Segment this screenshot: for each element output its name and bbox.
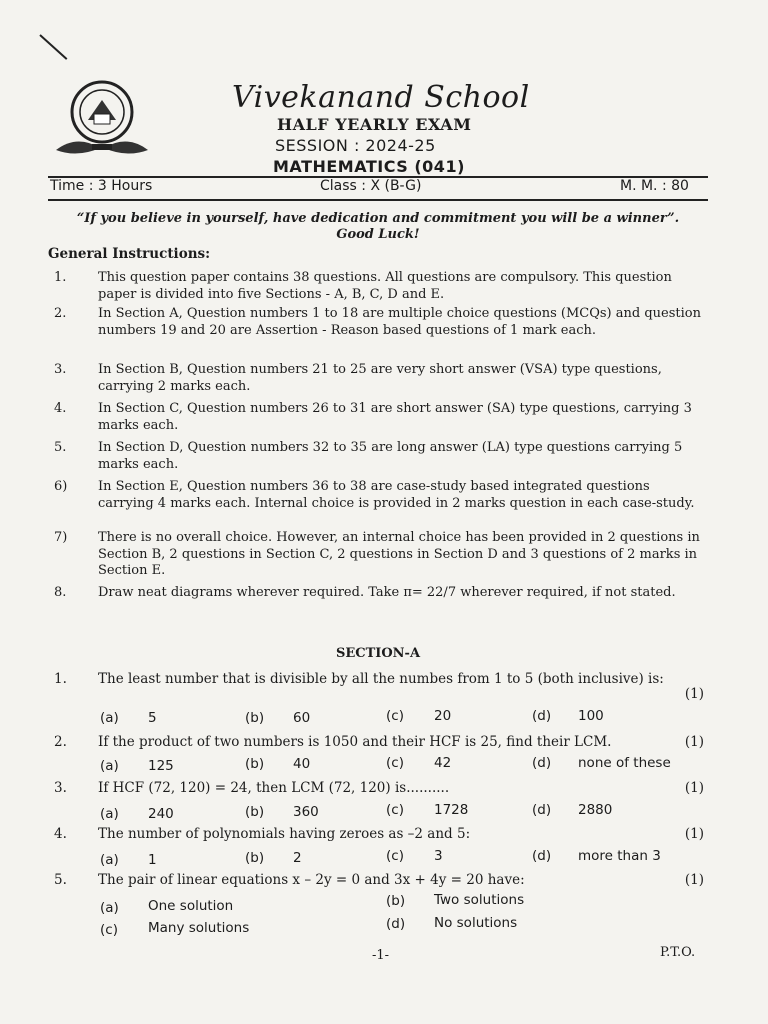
option-label: (b) [245, 804, 265, 820]
question-marks: (1) [684, 872, 704, 888]
option-label: (c) [386, 708, 404, 724]
question-2 [48, 734, 708, 750]
option-value: Two solutions [434, 892, 525, 908]
option-value: 2 [293, 850, 302, 866]
question-marks: (1) [684, 780, 704, 796]
option-label: (b) [245, 850, 265, 866]
option-label: (c) [386, 848, 404, 864]
question-4 [48, 826, 708, 842]
motto-line: “If you believe in yourself, have dedication and commitment you will be a winner”. [76, 211, 680, 226]
instruction-number: 4. [54, 401, 67, 416]
header-bottom-rule [48, 199, 708, 201]
option-label: (d) [532, 708, 552, 724]
question-number: 4. [54, 826, 67, 842]
option-label: (c) [100, 922, 118, 938]
option-value: 1 [148, 852, 157, 868]
instruction-text: In Section C, Question numbers 26 to 31 are short answer (SA) type questions, carrying 3 marks each. [98, 401, 692, 433]
question-text: The least number that is divisible by all the numbes from 1 to 5 (both inclusive) is: [98, 671, 664, 687]
option-value: 40 [293, 756, 311, 772]
pen-mark [39, 34, 67, 60]
option-value: Many solutions [148, 920, 250, 936]
instruction-item [48, 362, 708, 395]
instruction-item [48, 270, 708, 303]
question-number: 2. [54, 734, 67, 750]
option-value: 100 [578, 708, 604, 724]
question-number: 3. [54, 780, 67, 796]
instruction-text: In Section A, Question numbers 1 to 18 are multiple choice questions (MCQs) and question numbers 19 and 20 are Assertion - Reason based questions of 1 mark each. [98, 306, 701, 338]
instruction-number: 2. [54, 306, 67, 321]
school-logo-icon [52, 72, 152, 164]
question-marks: (1) [684, 686, 704, 702]
question-text: The pair of linear equations x – 2y = 0 and 3x + 4y = 20 have: [98, 872, 525, 888]
option-label: (a) [100, 710, 119, 726]
instruction-text: In Section E, Question numbers 36 to 38 are case-study based integrated questions carrying 4 marks each. Internal choice is provided in 2 marks question in each case-study. [98, 479, 695, 511]
option-label: (a) [100, 806, 119, 822]
instruction-item [48, 306, 708, 339]
option-value: more than 3 [578, 848, 661, 864]
page-number: -1- [372, 948, 390, 963]
option-label: (d) [532, 848, 552, 864]
class-label: Class : X (B-G) [320, 178, 422, 194]
question-text: The number of polynomials having zeroes as –2 and 5: [98, 826, 471, 842]
option-value: 2880 [578, 802, 613, 818]
option-value: 5 [148, 710, 157, 726]
max-marks-label: M. M. : 80 [620, 178, 689, 194]
instruction-item [48, 530, 708, 580]
instruction-item [48, 401, 708, 434]
instruction-text: There is no overall choice. However, an internal choice has been provided in 2 questions in Section B, 2 questions in Section C, 2 questions in Section D and 3 questions of 2 marks in Section E. [98, 530, 700, 578]
option-label: (b) [245, 756, 265, 772]
option-value: One solution [148, 898, 234, 914]
option-label: (b) [245, 710, 265, 726]
option-value: 60 [293, 710, 311, 726]
question-marks: (1) [684, 734, 704, 750]
instruction-number: 6) [54, 479, 68, 494]
time-label: Time : 3 Hours [50, 178, 153, 194]
option-label: (c) [386, 755, 404, 771]
option-label: (a) [100, 852, 119, 868]
option-label: (c) [386, 802, 404, 818]
question-text: If the product of two numbers is 1050 and their HCF is 25, find their LCM. [98, 734, 612, 750]
instruction-number: 5. [54, 440, 67, 455]
instruction-item [48, 479, 708, 512]
option-value: 360 [293, 804, 319, 820]
instruction-item [48, 585, 708, 602]
instruction-text: This question paper contains 38 questions. All questions are compulsory. This question paper is divided into five Sections - A, B, C, D and E. [98, 270, 672, 302]
instruction-text: In Section D, Question numbers 32 to 35 are long answer (LA) type questions carrying 5 marks each. [98, 440, 683, 472]
option-label: (d) [532, 802, 552, 818]
option-label: (a) [100, 900, 119, 916]
question-3 [48, 780, 708, 796]
instruction-text: Draw neat diagrams wherever required. Take π= 22/7 wherever required, if not stated. [98, 585, 676, 600]
option-value: No solutions [434, 915, 518, 931]
school-name: Vivekanand School [232, 80, 530, 115]
instruction-number: 7) [54, 530, 68, 545]
motto-good-luck: Good Luck! [336, 227, 420, 242]
option-value: 42 [434, 755, 452, 771]
option-value: 1728 [434, 802, 469, 818]
option-value: 20 [434, 708, 452, 724]
question-marks: (1) [684, 826, 704, 842]
option-label: (b) [386, 893, 406, 909]
instruction-number: 8. [54, 585, 67, 600]
question-text: If HCF (72, 120) = 24, then LCM (72, 120) is.......... [98, 780, 450, 796]
session: SESSION : 2024-25 [275, 136, 436, 155]
instruction-number: 1. [54, 270, 67, 285]
exam-title: HALF YEARLY EXAM [277, 115, 472, 134]
question-5 [48, 872, 708, 888]
pto-label: P.T.O. [660, 945, 696, 960]
option-label: (d) [386, 916, 406, 932]
general-instructions-title: General Instructions: [48, 246, 211, 262]
option-value: none of these [578, 755, 671, 771]
question-1 [48, 671, 708, 687]
option-value: 125 [148, 758, 174, 774]
question-number: 5. [54, 872, 67, 888]
instruction-number: 3. [54, 362, 67, 377]
option-value: 3 [434, 848, 443, 864]
option-value: 240 [148, 806, 174, 822]
instruction-item [48, 440, 708, 473]
subject: MATHEMATICS (041) [273, 157, 465, 176]
option-label: (a) [100, 758, 119, 774]
instruction-text: In Section B, Question numbers 21 to 25 are very short answer (VSA) type questions, carrying 2 marks each. [98, 362, 662, 394]
section-a-title: SECTION-A [335, 646, 421, 661]
option-label: (d) [532, 755, 552, 771]
question-number: 1. [54, 671, 67, 687]
